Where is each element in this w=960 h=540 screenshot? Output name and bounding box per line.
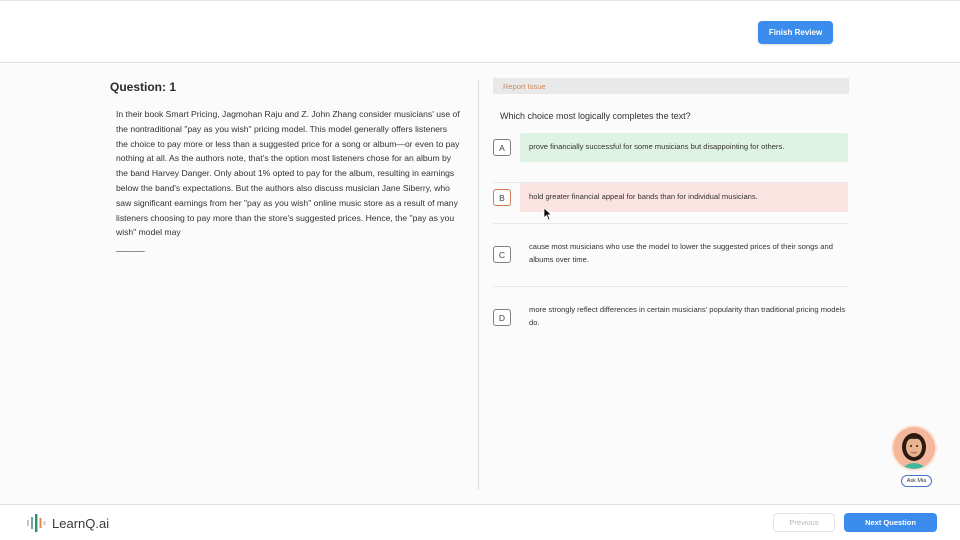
ask-mia-button[interactable]: Ask Mia — [901, 475, 932, 487]
passage-blank: ______ — [116, 242, 145, 253]
passage-body: In their book Smart Pricing, Jagmohan Raju and Z. John Zhang consider musicians' use of the nontraditional "pay as you wish" pricing model. This model generally offers listeners the choice to pay more or less than a suggested price for a song or album—or even to pay nothing at all. As the authors note, that's the option most listeners chose for an album by the band Harvey Danger. Only about 1% opted to pay for the album, resulting in earnings below the band's expectations. But the authors also discuss musician Jane Siberry, who saw significant earnings from her "pay as you wish" online music store as a result of many listeners choosing to pay more than the store's suggested prices. Hence, the "pay as you wish" model may — [116, 109, 460, 238]
finish-review-button[interactable]: Finish Review — [758, 21, 833, 44]
panel-divider — [478, 80, 479, 490]
choice-c[interactable] — [493, 224, 849, 287]
choice-letter-c[interactable]: C — [493, 246, 511, 263]
choice-d[interactable] — [493, 287, 849, 348]
next-question-button[interactable]: Next Question — [844, 513, 937, 532]
logo-bars-icon — [26, 513, 48, 533]
passage-text — [110, 107, 460, 255]
logo-text: LearnQ.ai — [52, 515, 110, 531]
choice-text-b[interactable]: hold greater financial appeal for bands than for individual musicians. — [520, 183, 848, 212]
choice-letter-d[interactable]: D — [493, 309, 511, 326]
top-bar — [0, 0, 960, 63]
mia-avatar[interactable] — [893, 427, 935, 469]
choice-letter-b[interactable]: B — [493, 189, 511, 206]
mouse-cursor-icon — [543, 207, 553, 221]
previous-button[interactable]: Previous — [773, 513, 835, 532]
report-issue-link[interactable] — [493, 78, 849, 94]
avatar-portrait-icon — [893, 427, 935, 469]
question-prompt: Which choice most logically completes the text? — [500, 111, 691, 121]
footer-bar — [0, 504, 960, 540]
report-issue-label: Report Issue — [503, 81, 546, 91]
choice-letter-a[interactable]: A — [493, 139, 511, 156]
learnq-logo — [26, 513, 109, 533]
choice-text-a[interactable]: prove financially successful for some musicians but disappointing for others. — [520, 133, 848, 162]
question-panel — [0, 64, 960, 504]
passage-section — [110, 80, 465, 255]
question-title: Question: 1 — [110, 80, 177, 94]
choice-text-d[interactable]: more strongly reflect differences in certain musicians' popularity than traditional pricing models do. — [529, 305, 846, 327]
choice-text-c[interactable]: cause most musicians who use the model to lower the suggested prices of their songs and albums over time. — [529, 242, 833, 264]
choice-a[interactable] — [493, 133, 849, 183]
